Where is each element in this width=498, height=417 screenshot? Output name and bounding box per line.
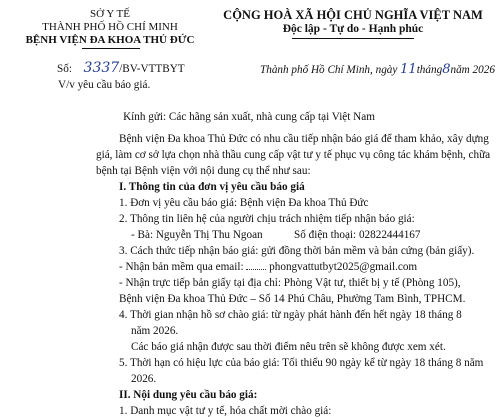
email-address[interactable]: phongvattutbyt2025@gmail.com xyxy=(269,261,418,273)
item-4-note: Các báo giá nhận được sau thời điểm nêu trên sẽ không được xem xét. xyxy=(131,341,446,353)
greeting: Kính gửi: Các hãng sản xuất, nhà cung cấp tại Việt Nam xyxy=(123,111,375,123)
item-4-line-1: 4. Thời gian nhận hồ sơ chào giá: từ ngày phát hành đến hết ngày 18 tháng 8 xyxy=(119,309,462,321)
item-5-line-2: 2026. xyxy=(131,373,157,385)
document-number xyxy=(57,60,185,76)
right-header-rule xyxy=(292,38,414,39)
item-2-phone: Số điện thoại: 02822444167 xyxy=(294,229,421,241)
handwritten-date-month: 8 xyxy=(442,62,451,77)
city-name: THÀNH PHỐ HỒ CHÍ MINH xyxy=(42,21,178,33)
date-year: năm 2026 xyxy=(450,64,495,76)
item-5-line-1: 5. Thời hạn có hiệu lực của báo giá: Tối thiểu 90 ngày kể từ ngày 18 tháng 8 năm xyxy=(119,357,484,369)
item-1: 1. Đơn vị yêu cầu báo giá: Bệnh viện Đa khoa Thủ Đức xyxy=(119,197,369,209)
date-month-label: tháng xyxy=(416,64,443,76)
national-motto: Độc lập - Tự do - Hạnh phúc xyxy=(282,23,424,35)
subject-line: V/v yêu cầu báo giá. xyxy=(58,79,151,91)
section-heading-1: I. Thông tin của đơn vị yêu cầu báo giá xyxy=(119,181,305,193)
item-4-line-2: năm 2026. xyxy=(131,325,179,337)
item-2: 2. Thông tin liên hệ của người chịu trách nhiệm tiếp nhận báo giá: xyxy=(119,213,415,225)
item-2-contact-name: - Bà: Nguyễn Thị Thu Ngoan xyxy=(131,229,263,241)
item-3-email-line xyxy=(119,261,417,273)
left-header-rule xyxy=(82,48,140,49)
agency-name: SỞ Y TẾ xyxy=(90,8,130,20)
nation-title: CỘNG HOÀ XÃ HỘI CHỦ NGHĨA VIỆT NAM xyxy=(223,8,483,22)
handwritten-date-day: 11 xyxy=(400,62,417,77)
document-date xyxy=(260,62,495,77)
section-heading-2: II. Nội dung yêu cầu báo giá: xyxy=(119,389,258,401)
item-3-address-2: Bệnh viện Đa khoa Thủ Đức – Số 14 Phú Châu, Phường Tam Bình, TPHCM. xyxy=(119,293,466,305)
item-3-address-1: - Nhận trực tiếp bản giấy tại địa chỉ: Phòng Vật tư, thiết bị y tế (Phòng 105), xyxy=(119,277,461,289)
item-ii-1: 1. Danh mục vật tư y tế, hóa chất mời chào giá: xyxy=(119,405,332,417)
intro-line-2: giá, làm cơ sở lựa chọn nhà thầu cung cấp vật tư y tế phục vụ công tác khám bệnh, chữa xyxy=(96,149,491,161)
doc-number-prefix: Số: xyxy=(57,63,72,75)
doc-number-suffix: /BV-VTTBYT xyxy=(119,63,185,75)
intro-line-3: bệnh tại Bệnh viện với nội dung cụ thể như sau: xyxy=(96,165,311,177)
item-3: 3. Cách thức tiếp nhận báo giá: gửi đồng thời bản mềm và bản cứng (bản giấy). xyxy=(119,245,475,257)
email-dotted-gap xyxy=(246,269,266,270)
handwritten-doc-number: 3337 xyxy=(83,60,120,76)
intro-line-1: Bệnh viện Đa khoa Thủ Đức có nhu cầu tiếp nhận báo giá để tham khảo, xây dựng xyxy=(119,133,489,145)
hospital-name: BỆNH VIỆN ĐA KHOA THỦ ĐỨC xyxy=(25,34,195,46)
email-label: - Nhận bản mềm qua email: xyxy=(119,261,244,273)
date-prefix: Thành phố Hồ Chí Minh, ngày xyxy=(260,64,398,76)
